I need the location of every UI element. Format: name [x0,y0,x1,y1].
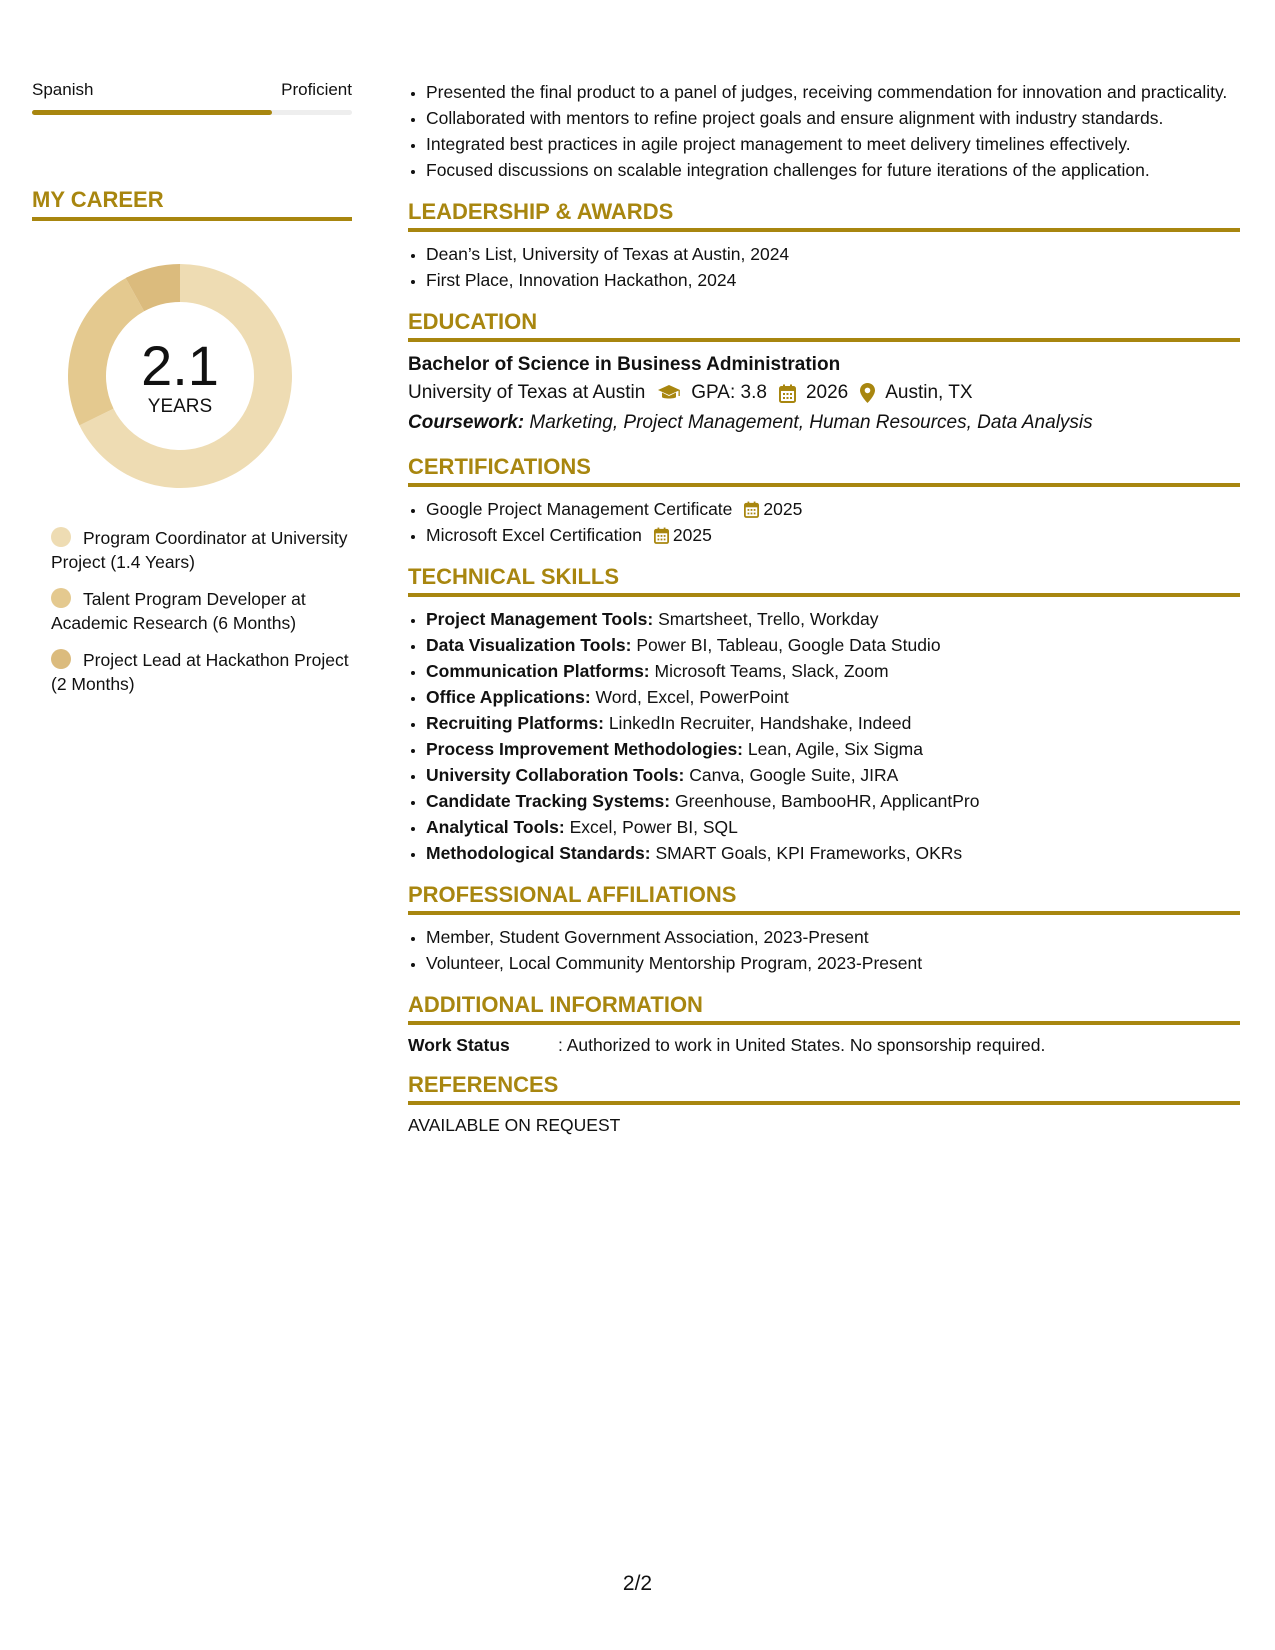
language-proficiency-fill [32,110,272,115]
calendar-icon [779,384,796,403]
work-status-value: : Authorized to work in United States. No sponsorship required. [558,1035,1046,1055]
references-heading: REFERENCES [408,1072,1240,1105]
language-level: Proficient [281,80,352,99]
skills-list [408,607,1240,866]
affiliation-item: • Member, Student Government Association, 2023-Present [426,925,1240,950]
legend-item [51,526,352,574]
references-text: AVAILABLE ON REQUEST [408,1115,621,1135]
work-status-label: Work Status [408,1035,510,1055]
education-coursework [408,408,1240,438]
skill-item [426,815,1240,840]
certifications-list [408,497,1240,548]
certification-item [426,497,1240,522]
skill-category: Project Management Tools: [426,609,654,629]
education-location: Austin, TX [885,382,973,403]
skill-category: Communication Platforms: [426,661,650,681]
skill-item [426,789,1240,814]
skill-values: LinkedIn Recruiter, Handshake, Indeed [608,713,912,733]
experience-bullets [408,80,1240,183]
skill-values: Word, Excel, PowerPoint [595,687,789,707]
skill-item [426,607,1240,632]
legend-dot [51,649,71,669]
skill-item [426,763,1240,788]
work-status-row [408,1035,1240,1056]
education-year: 2026 [805,382,849,403]
skill-category: Recruiting Platforms: [426,713,604,733]
education-heading: EDUCATION [408,309,1240,342]
certification-name: Google Project Management Certificate [426,499,733,519]
skills-heading: TECHNICAL SKILLS [408,564,1240,597]
skill-values: Canva, Google Suite, JIRA [689,765,899,785]
language-row [32,80,352,100]
skill-values: SMART Goals, KPI Frameworks, OKRs [655,843,963,863]
skill-values: Microsoft Teams, Slack, Zoom [654,661,889,681]
leadership-heading: LEADERSHIP & AWARDS [408,199,1240,232]
experience-bullet: • Collaborated with mentors to refine project goals and ensure alignment with industry standards. [426,106,1240,131]
skill-category: University Collaboration Tools: [426,765,685,785]
career-heading: MY CAREER [32,187,352,221]
education-details [408,378,1240,408]
legend-dot [51,588,71,608]
experience-bullet: • Focused discussions on scalable integration challenges for future iterations of the application. [426,158,1240,183]
skill-values: Lean, Agile, Six Sigma [747,739,923,759]
certifications-heading: CERTIFICATIONS [408,454,1240,487]
skill-item [426,737,1240,762]
certification-year: 2025 [763,499,803,519]
coursework-value: Marketing, Project Management, Human Resources, Data Analysis [529,412,1093,433]
legend-label: Program Coordinator at University Project (1.4 Years) [51,528,348,572]
language-name: Spanish [32,80,94,99]
skill-category: Process Improvement Methodologies: [426,739,744,759]
skill-item [426,659,1240,684]
education-school: University of Texas at Austin [408,382,646,403]
skill-item [426,633,1240,658]
legend-item [51,587,352,635]
skill-category: Methodological Standards: [426,843,651,863]
legend-item [51,648,352,696]
experience-bullet: • Presented the final product to a panel of judges, receiving commendation for innovation and practicality. [426,80,1240,105]
career-total-value: 2.1 [141,334,219,397]
career-legend [51,526,352,696]
skill-values: Greenhouse, BambooHR, ApplicantPro [675,791,980,811]
certification-item [426,523,1240,548]
leadership-item: • First Place, Innovation Hackathon, 2024 [426,268,1240,293]
skill-values: Power BI, Tableau, Google Data Studio [636,635,941,655]
graduation-cap-icon [657,384,681,402]
legend-label: Project Lead at Hackathon Project (2 Months) [51,650,349,694]
left-column [32,80,352,709]
skill-category: Office Applications: [426,687,591,707]
location-pin-icon [860,383,875,403]
skill-category: Analytical Tools: [426,817,565,837]
page-number: 2/2 [622,1572,653,1595]
skill-values: Excel, Power BI, SQL [569,817,738,837]
legend-label: Talent Program Developer at Academic Research (6 Months) [51,589,306,633]
coursework-label: Coursework: [408,412,525,433]
language-proficiency-bar [32,110,352,115]
right-column [408,80,1240,1136]
legend-dot [51,527,71,547]
experience-bullet: • Integrated best practices in agile project management to meet delivery timelines effectively. [426,132,1240,157]
calendar-icon [654,527,669,544]
affiliations-heading: PROFESSIONAL AFFILIATIONS [408,882,1240,915]
skill-item [426,711,1240,736]
education-degree: Bachelor of Science in Business Administration [408,354,841,375]
skill-category: Candidate Tracking Systems: [426,791,671,811]
additional-heading: ADDITIONAL INFORMATION [408,992,1240,1025]
skill-values: Smartsheet, Trello, Workday [658,609,879,629]
certification-name: Microsoft Excel Certification [426,525,642,545]
career-total-unit: YEARS [147,396,213,417]
leadership-list [408,242,1240,293]
skill-item [426,685,1240,710]
leadership-item: • Dean’s List, University of Texas at Austin, 2024 [426,242,1240,267]
career-donut-chart [68,264,292,488]
calendar-icon [744,501,759,518]
skill-item [426,841,1240,866]
skill-category: Data Visualization Tools: [426,635,632,655]
education-gpa: GPA: 3.8 [691,382,767,403]
affiliation-item: • Volunteer, Local Community Mentorship Program, 2023-Present [426,951,1240,976]
certification-year: 2025 [672,525,712,545]
affiliations-list [408,925,1240,976]
